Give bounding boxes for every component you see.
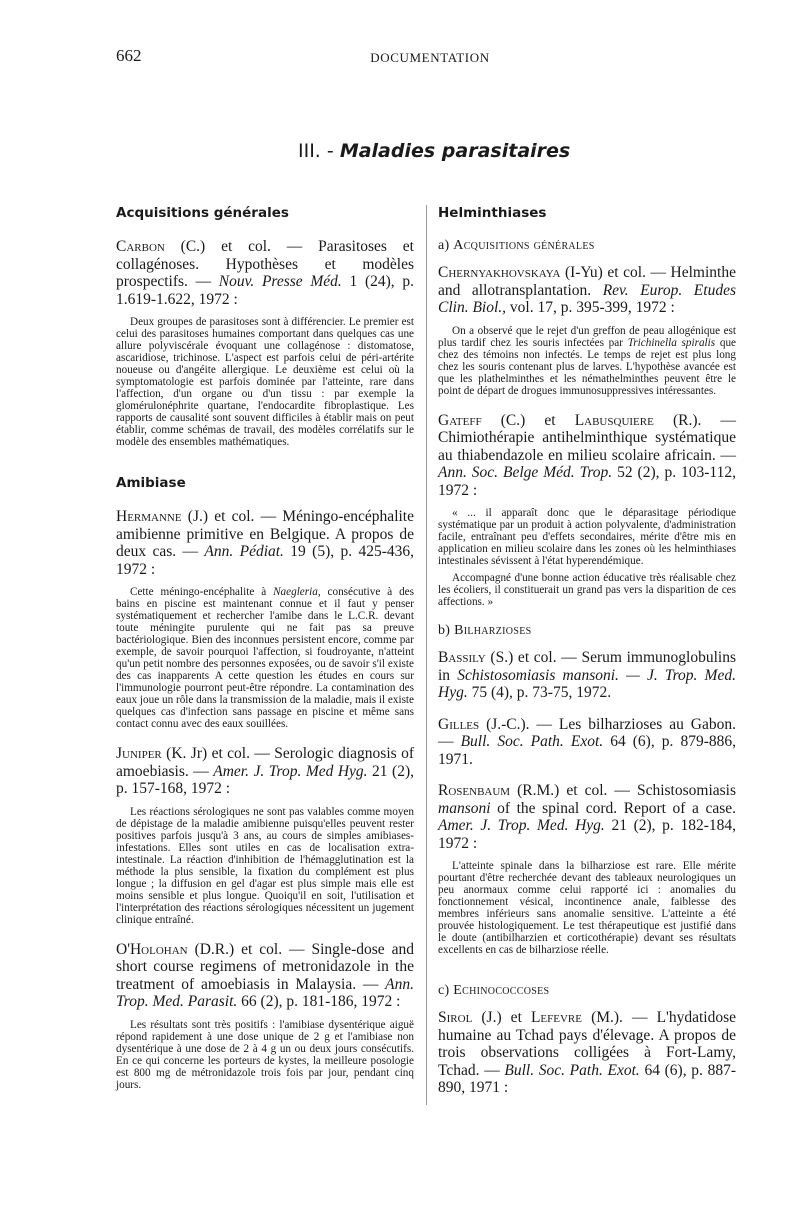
- ref-text: (I-Yu) et col. — Helminthe and allotransplantation.: [438, 264, 736, 299]
- ref-tail: 1 (24), p. 1.619-1.622, 1972 :: [116, 273, 414, 308]
- author: Rosenbaum: [438, 782, 511, 799]
- author: Gilles: [438, 715, 480, 733]
- abstract-carbon: Deux groupes de parasitoses sont à différencier. Le premier est celui des parasitoses humaines comportant dans quelques cas une allure polyviscérale évoquant une collagénose : distomatose, ascaridiose, trichinose. L'aspect est parfois celui de péri-artérite noueuse ou d'angéite allergique. Le deuxième est celui où la symptomatologie est parfois dominée par l'atteinte, rare dans l'affection, d'un organe ou d'un tissu : par exemple la glomérulonéphrite quartane, l'endocardite fibroplastique. Les rapports de causalité sont souvent difficiles à établir mais on peut établir, comme schémas de travail, des modèles corrélatifs sur le modèle des ensembles mathématiques.: [116, 316, 414, 448]
- abstract-rosenbaum: L'atteinte spinale dans la bilharziose est rare. Elle mérite pourtant d'être recherchée devant des tableaux neurologiques un peu anormaux comme celui rapporté ici : anomalies du fonctionnement vésical, incontinence anale, faiblesse des membres inférieurs sans anomalie sensitive. L'atteinte a été prouvée histologiquement. Le test thérapeutique est justifié dans le doute (antibilharzien et corticothérapie) devant ses résultats excellents en cas de bilharziose réelle.: [438, 860, 736, 956]
- author: Labusquiere: [574, 411, 654, 429]
- ref-text: (D.R.) et col. — Single-dose and short course regimens of metronidazole in the treatment of amoebiasis in Malaysia. —: [116, 940, 414, 993]
- reference-sirol: [438, 1009, 736, 1097]
- species: Trichinella spiralis: [627, 336, 716, 349]
- ref-text: (R.). — Chimiothérapie antihelminthique systématique au thiabendazole en milieu scolaire africain. —: [438, 411, 736, 464]
- heading-helminthiases: Helminthiases: [438, 205, 547, 221]
- author: Gateff: [438, 411, 482, 429]
- sub-title: Echinococcoses: [453, 983, 550, 998]
- section-numeral: III.: [298, 140, 321, 162]
- subheading-c: [438, 983, 736, 999]
- genus: Naegleria,: [273, 586, 321, 598]
- subheading-a: [438, 238, 736, 254]
- ref-text: of the spinal cord. Report of a case.: [490, 799, 736, 817]
- species: Schistosomiasis mansoni.: [457, 666, 619, 684]
- author: Sirol: [438, 1009, 473, 1026]
- ref-tail: 52 (2), p. 103-112, 1972 :: [438, 464, 736, 499]
- author: Bassily: [438, 649, 486, 666]
- journal: Ann. Pédiat.: [204, 543, 284, 560]
- ref-tail: 64 (6), p. 879-886, 1971.: [438, 733, 736, 768]
- abstract-text: que chez des témoins non infectés. Le temps de rejet est plus long chez les souris contenant plus de larves. L'hypothèse avancée est que les plathelminthes et les némathelminthes peuvent être le point de départ de drogues immunosuppressives intéressantes.: [438, 336, 737, 397]
- reference-carbon: [116, 238, 414, 308]
- ref-text: (C.) et: [481, 411, 575, 429]
- abstract-gateff: [438, 507, 736, 608]
- sub-letter: c): [438, 983, 450, 998]
- ref-tail: 21 (2), p. 182-184, 1972 :: [438, 817, 736, 852]
- reference-chernyakhovskaya: [438, 264, 736, 317]
- ref-tail: 66 (2), p. 181-186, 1972 :: [237, 993, 401, 1010]
- reference-oholohan: [116, 941, 414, 1011]
- left-column: [116, 205, 414, 1106]
- ref-text: (S.) et col. — Serum immunoglobulins in: [438, 649, 736, 684]
- abstract-text: consécutive à des bains en piscine est maintenant connue et il faut y penser systématiquement et rechercher l'amibe dans le L.C.R. devant toute méningite purulente qui ne fait pas sa preuve bactériologique. Bien des inconnues persistent encore, comme par exemple, de savoir pourquoi l'affection, si foudroyante, n'atteint qu'un petit nombre des personnes exposées, ou de savoir s'il existe des cas inapparents A cette question les études en cours sur l'immunologie pourront peut-être répondre. La contamination des eaux joue un rôle dans la transmission de la maladie, mais il existe quelques cas d'infection sans passage en piscine et même sans contact connu avec des eaux souillées.: [116, 586, 414, 730]
- ref-tail: 75 (4), p. 73-75, 1972.: [467, 684, 612, 701]
- section-title-text: Maladies parasitaires: [339, 140, 571, 162]
- right-column: [438, 205, 736, 1105]
- reference-gateff: [438, 412, 736, 500]
- reference-bassily: [438, 649, 736, 702]
- sub-letter: a): [438, 238, 450, 253]
- abstract-paragraph: « ... il apparaît donc que le déparasitage périodique systématique par un produit à action polyvalente, d'administration facile, entraînant peu d'effets secondaires, mérite d'être mis en application en milieu scolaire dans les zones où les helminthiases intestinales sévissent à l'état hyperendémique.: [438, 507, 736, 567]
- author: Juniper: [116, 745, 162, 762]
- abstract-juniper: Les réactions sérologiques ne sont pas valables comme moyen de dépistage de la maladie amibienne puisqu'elles peuvent rester positives parfois jusqu'à 3 ans, au cours de simples amibiases-infestations. Elles sont utiles en cas de localisation extra-intestinale. La réaction d'inhibition de l'hémagglutination est la méthode la plus sensible, la fixation du complément est plus longue ; la diffusion en gel d'agar est plus simple mais elle est moins sensible et plus longue. Quoiqu'il en soit, l'utilisation et l'interprétation des réactions sérologiques nécessitent un jugement clinique entraîné.: [116, 805, 414, 926]
- sub-title: Bilharzioses: [454, 623, 532, 638]
- ref-text: (R.M.) et col. — Schistosomiasis: [510, 782, 736, 799]
- abstract-text: Cette méningo-encéphalite à: [130, 586, 274, 598]
- abstract-hermanne: [116, 586, 414, 730]
- running-head: DOCUMENTATION: [370, 50, 490, 65]
- page-number: 662: [116, 46, 142, 65]
- author: Chernyakhovskaya: [438, 264, 561, 281]
- author: Lefevre: [530, 1009, 582, 1026]
- ref-tail: vol. 17, p. 395-399, 1972 :: [506, 299, 675, 316]
- ref-text: (C.) et col. — Parasitoses et collagénoses. Hypothèses et modèles prospectifs. —: [116, 238, 414, 290]
- author: Carbon: [116, 238, 165, 255]
- section-dash: -: [326, 140, 334, 162]
- abstract-chernyakhovskaya: [438, 325, 736, 397]
- journal: Rev. Europ. Etudes Clin. Biol.,: [438, 281, 736, 316]
- heading-acquisitions: Acquisitions générales: [116, 205, 289, 221]
- column-divider: [426, 205, 427, 1105]
- reference-rosenbaum: [438, 782, 736, 852]
- species: mansoni: [438, 799, 491, 817]
- ref-tail: 64 (6), p. 887-890, 1971 :: [438, 1061, 736, 1096]
- journal: Nouv. Presse Méd.: [218, 273, 342, 290]
- reference-juniper: [116, 745, 414, 798]
- ref-text: (J.) et: [472, 1009, 531, 1026]
- journal: Amer. J. Trop. Med. Hyg.: [438, 817, 605, 834]
- journal: Amer. J. Trop. Med Hyg.: [213, 762, 368, 780]
- abstract-text: On a observé que le rejet d'un greffon de peau allogénique est plus tardif chez les souris infectées par: [438, 324, 736, 349]
- reference-gilles: [438, 716, 736, 769]
- sub-letter: b): [438, 623, 451, 638]
- heading-amibiase: Amibiase: [116, 475, 186, 491]
- ref-text: (K. Jr) et col. — Serologic diagnosis of amoebiasis. —: [116, 745, 414, 780]
- ref-tail: 21 (2), p. 157-168, 1972 :: [116, 762, 415, 797]
- author: Hermanne: [116, 508, 182, 525]
- journal: — J. Trop. Med. Hyg.: [438, 666, 736, 701]
- ref-text: (M.). — L'hydatidose humaine au Tchad pays d'élevage. A propos de trois observations colligées à Fort-Lamy, Tchad. —: [438, 1009, 736, 1079]
- ref-text: (J.-C.). — Les bilharzioses au Gabon. —: [438, 715, 736, 750]
- sub-title: Acquisitions générales: [453, 238, 595, 253]
- ref-text: (J.) et col. — Méningo-encéphalite amibienne primitive en Belgique. A propos de deux cas. —: [116, 508, 414, 560]
- journal: Bull. Soc. Path. Exot.: [504, 1061, 640, 1079]
- journal: Ann. Trop. Med. Parasit.: [116, 975, 414, 1010]
- abstract-oholohan: Les résultats sont très positifs : l'amibiase dysentérique aiguë répond rapidement à une dose unique de 2 g et l'amibiase non dysentérique à une dose de 2 à 4 g un ou deux jours consécutifs. En ce qui concerne les porteurs de kystes, la meilleure posologie est 800 mg de métronidazole trois fois par jour, pendant cinq jours.: [116, 1018, 414, 1091]
- ref-tail: 19 (5), p. 425-436, 1972 :: [116, 543, 414, 578]
- abstract-paragraph: Accompagné d'une bonne action éducative très réalisable chez les écoliers, il constituerait un grand pas vers la disparition de ces affections. »: [438, 572, 736, 608]
- journal: Ann. Soc. Belge Méd. Trop.: [438, 464, 613, 481]
- subheading-b: [438, 623, 736, 639]
- journal: Bull. Soc. Path. Exot.: [460, 733, 604, 750]
- section-title: [298, 140, 570, 162]
- reference-hermanne: [116, 508, 414, 578]
- author: O'Holohan: [116, 940, 188, 958]
